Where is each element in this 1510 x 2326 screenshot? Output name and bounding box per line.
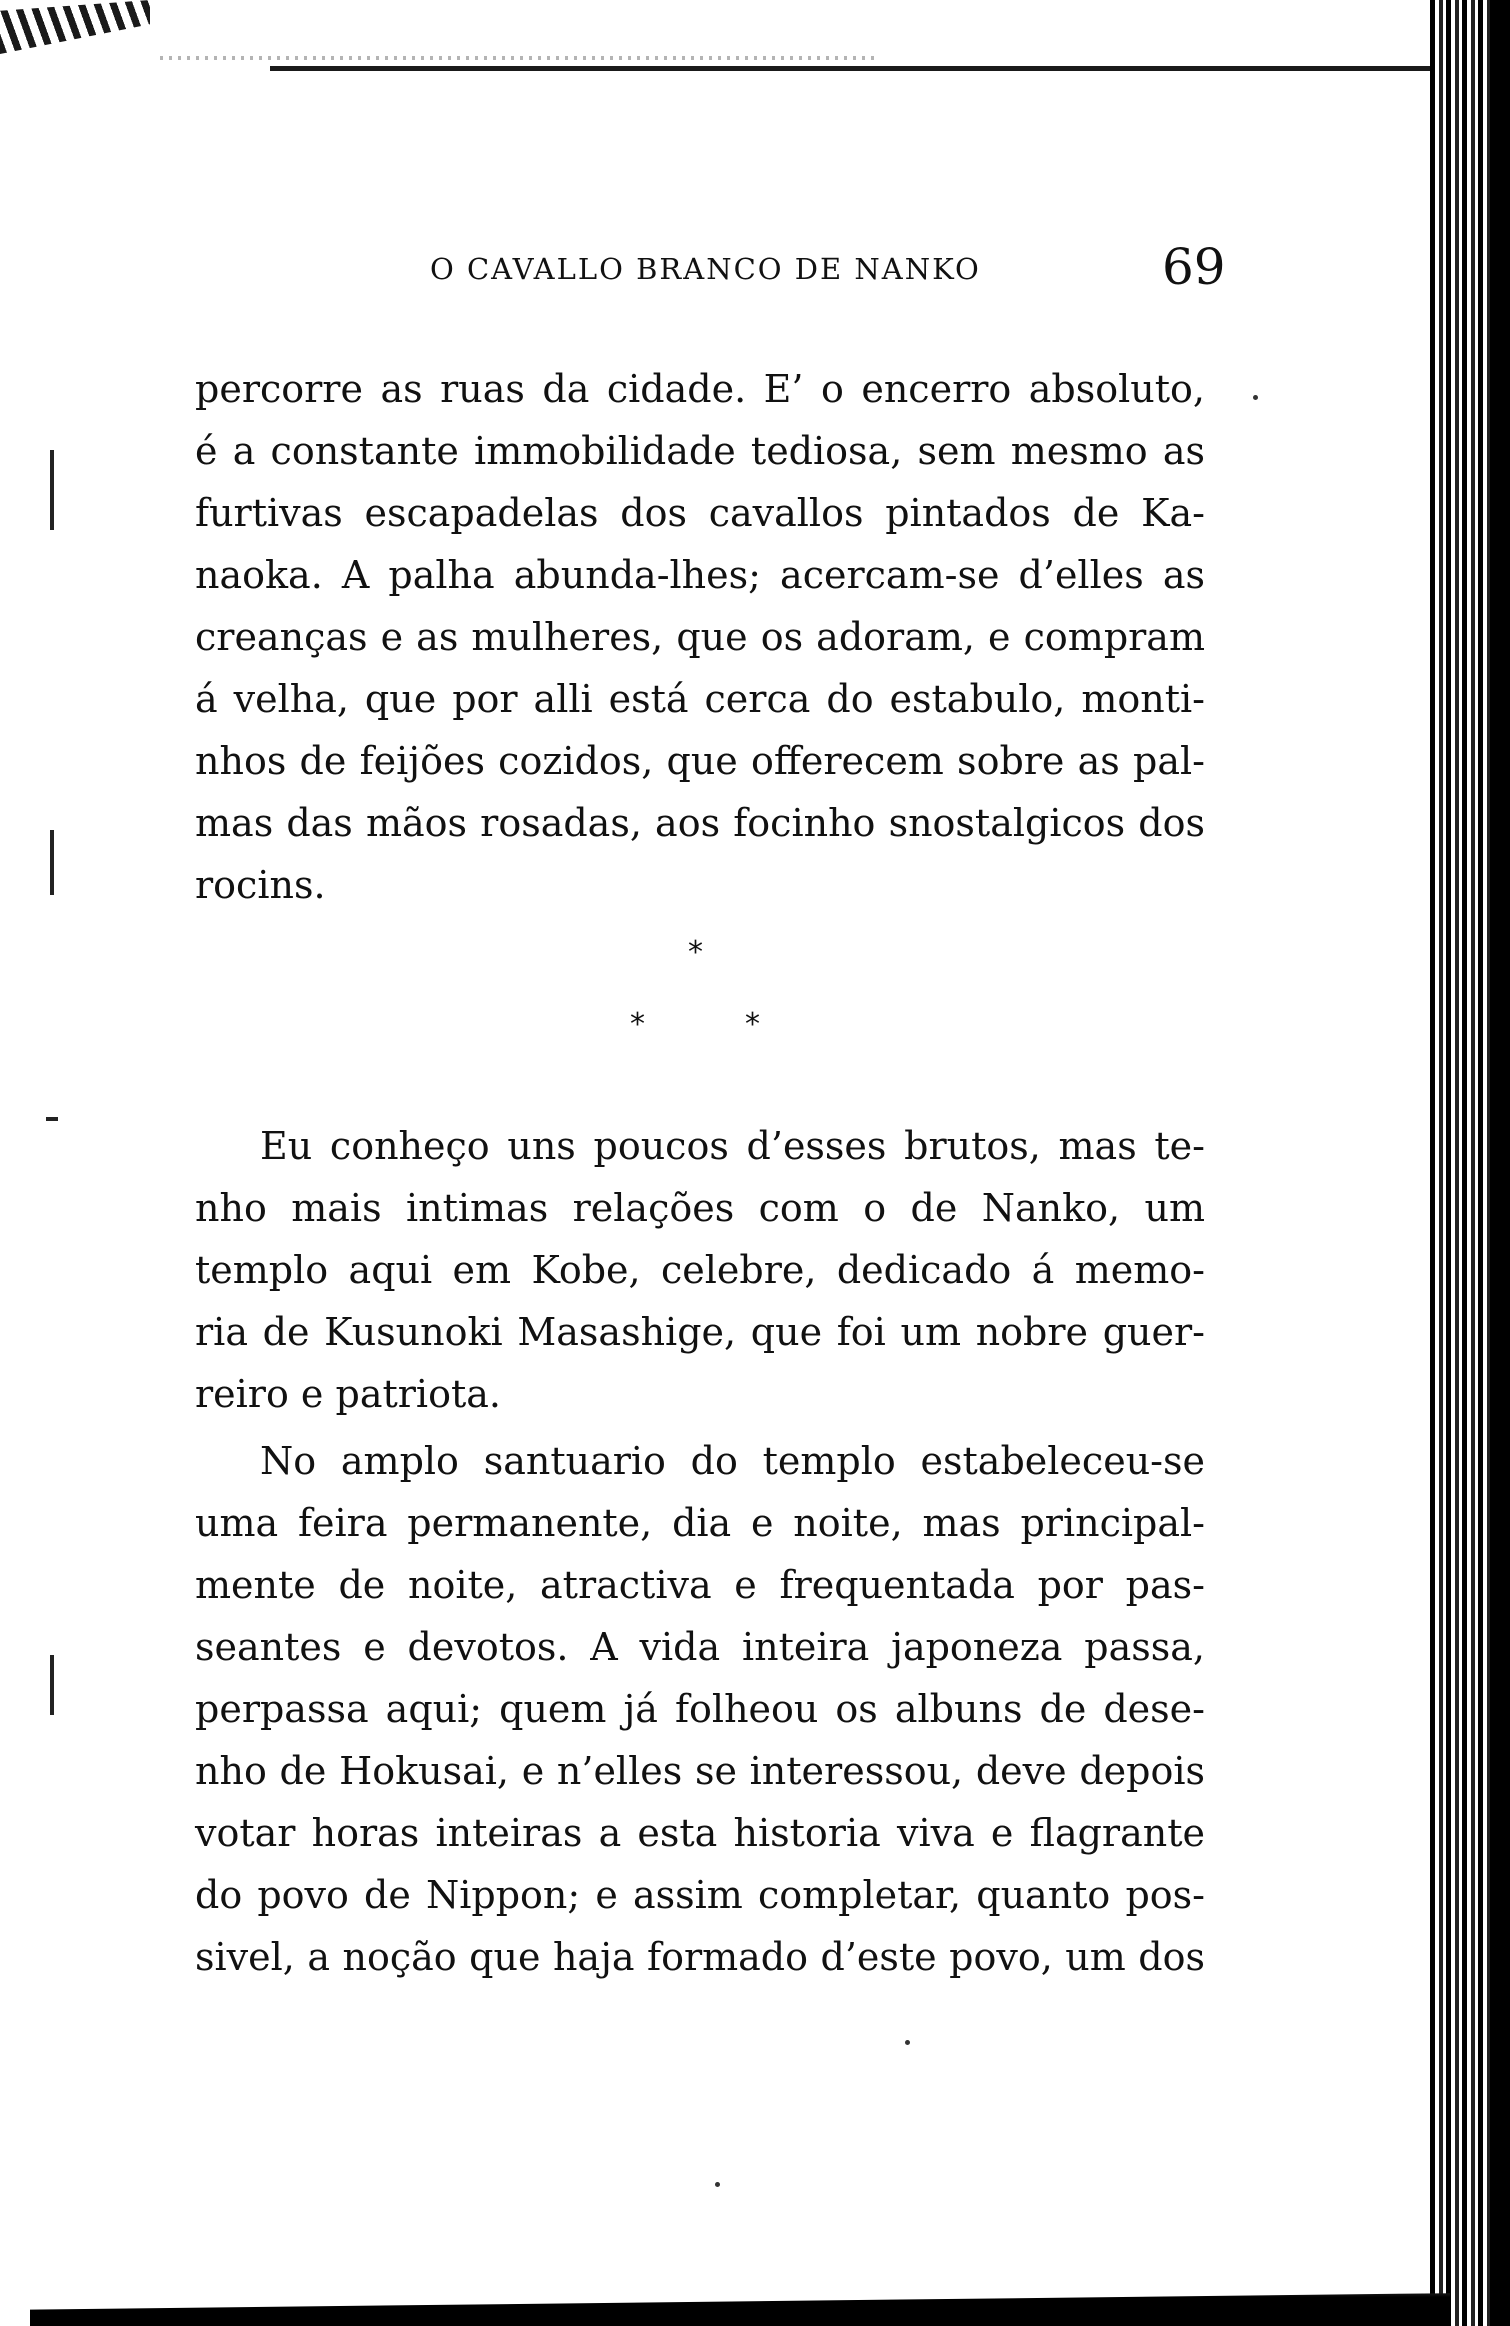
speck <box>905 2040 910 2045</box>
text-line: templo aqui em Kobe, celebre, dedicado á memo- <box>195 1248 1205 1292</box>
asterisk: * <box>630 1007 645 1042</box>
page-number: 69 <box>1162 238 1226 296</box>
speck <box>1253 395 1258 400</box>
scan-artifact-top-rule <box>270 66 1440 71</box>
text-line: á velha, que por alli está cerca do estabulo, monti- <box>195 677 1205 721</box>
text-line: é a constante immobilidade tediosa, sem mesmo as <box>195 429 1205 473</box>
speck <box>715 2182 720 2187</box>
text-line: do povo de Nippon; e assim completar, quanto pos- <box>195 1873 1205 1917</box>
text-line: reiro e patriota. <box>195 1372 501 1416</box>
text-line: uma feira permanente, dia e noite, mas principal- <box>195 1501 1205 1545</box>
margin-mark <box>50 1655 54 1715</box>
text-line: mas das mãos rosadas, aos focinho snostalgicos dos <box>195 801 1205 845</box>
margin-mark <box>50 450 54 530</box>
text-line: naoka. A palha abunda-lhes; acercam-se d’elles as <box>195 553 1205 597</box>
paragraph-2 <box>195 1115 1205 1425</box>
text-line: ria de Kusunoki Masashige, que foi um nobre guer- <box>195 1310 1205 1354</box>
scan-artifact-binding <box>1490 0 1510 2326</box>
margin-mark <box>50 830 54 895</box>
scan-artifact-dots <box>160 56 880 60</box>
scan-artifact-bottom-rule <box>30 2285 1450 2326</box>
scan-artifact-corner <box>0 0 150 54</box>
paragraph-1 <box>195 358 1205 916</box>
asterisk: * <box>688 935 703 970</box>
asterisk: * <box>745 1007 760 1042</box>
paragraph-3 <box>195 1430 1205 1988</box>
text-line: mente de noite, atractiva e frequentada por pas- <box>195 1563 1205 1607</box>
text-line: sivel, a noção que haja formado d’este povo, um dos <box>195 1935 1205 1979</box>
text-line: votar horas inteiras a esta historia viva e flagrante <box>195 1811 1205 1855</box>
text-line: nho mais intimas relações com o de Nanko, um <box>195 1186 1205 1230</box>
running-title: O CAVALLO BRANCO DE NANKO <box>430 252 981 286</box>
text-line: nhos de feijões cozidos, que offerecem sobre as pal- <box>195 739 1205 783</box>
text-line: Eu conheço uns poucos d’esses brutos, mas te- <box>260 1124 1205 1168</box>
text-line: creanças e as mulheres, que os adoram, e compram <box>195 615 1205 659</box>
text-line: rocins. <box>195 863 326 907</box>
section-separator <box>600 935 800 1055</box>
text-line: seantes e devotos. A vida inteira japoneza passa, <box>195 1625 1205 1669</box>
text-line: nho de Hokusai, e n’elles se interessou, deve depois <box>195 1749 1205 1793</box>
text-line: perpassa aqui; quem já folheou os albuns de dese- <box>195 1687 1205 1731</box>
margin-mark <box>46 1117 58 1121</box>
text-line: No amplo santuario do templo estabeleceu-se <box>260 1439 1205 1483</box>
text-line: percorre as ruas da cidade. E’ o encerro absoluto, <box>195 367 1205 411</box>
text-line: furtivas escapadelas dos cavallos pintados de Ka- <box>195 491 1205 535</box>
